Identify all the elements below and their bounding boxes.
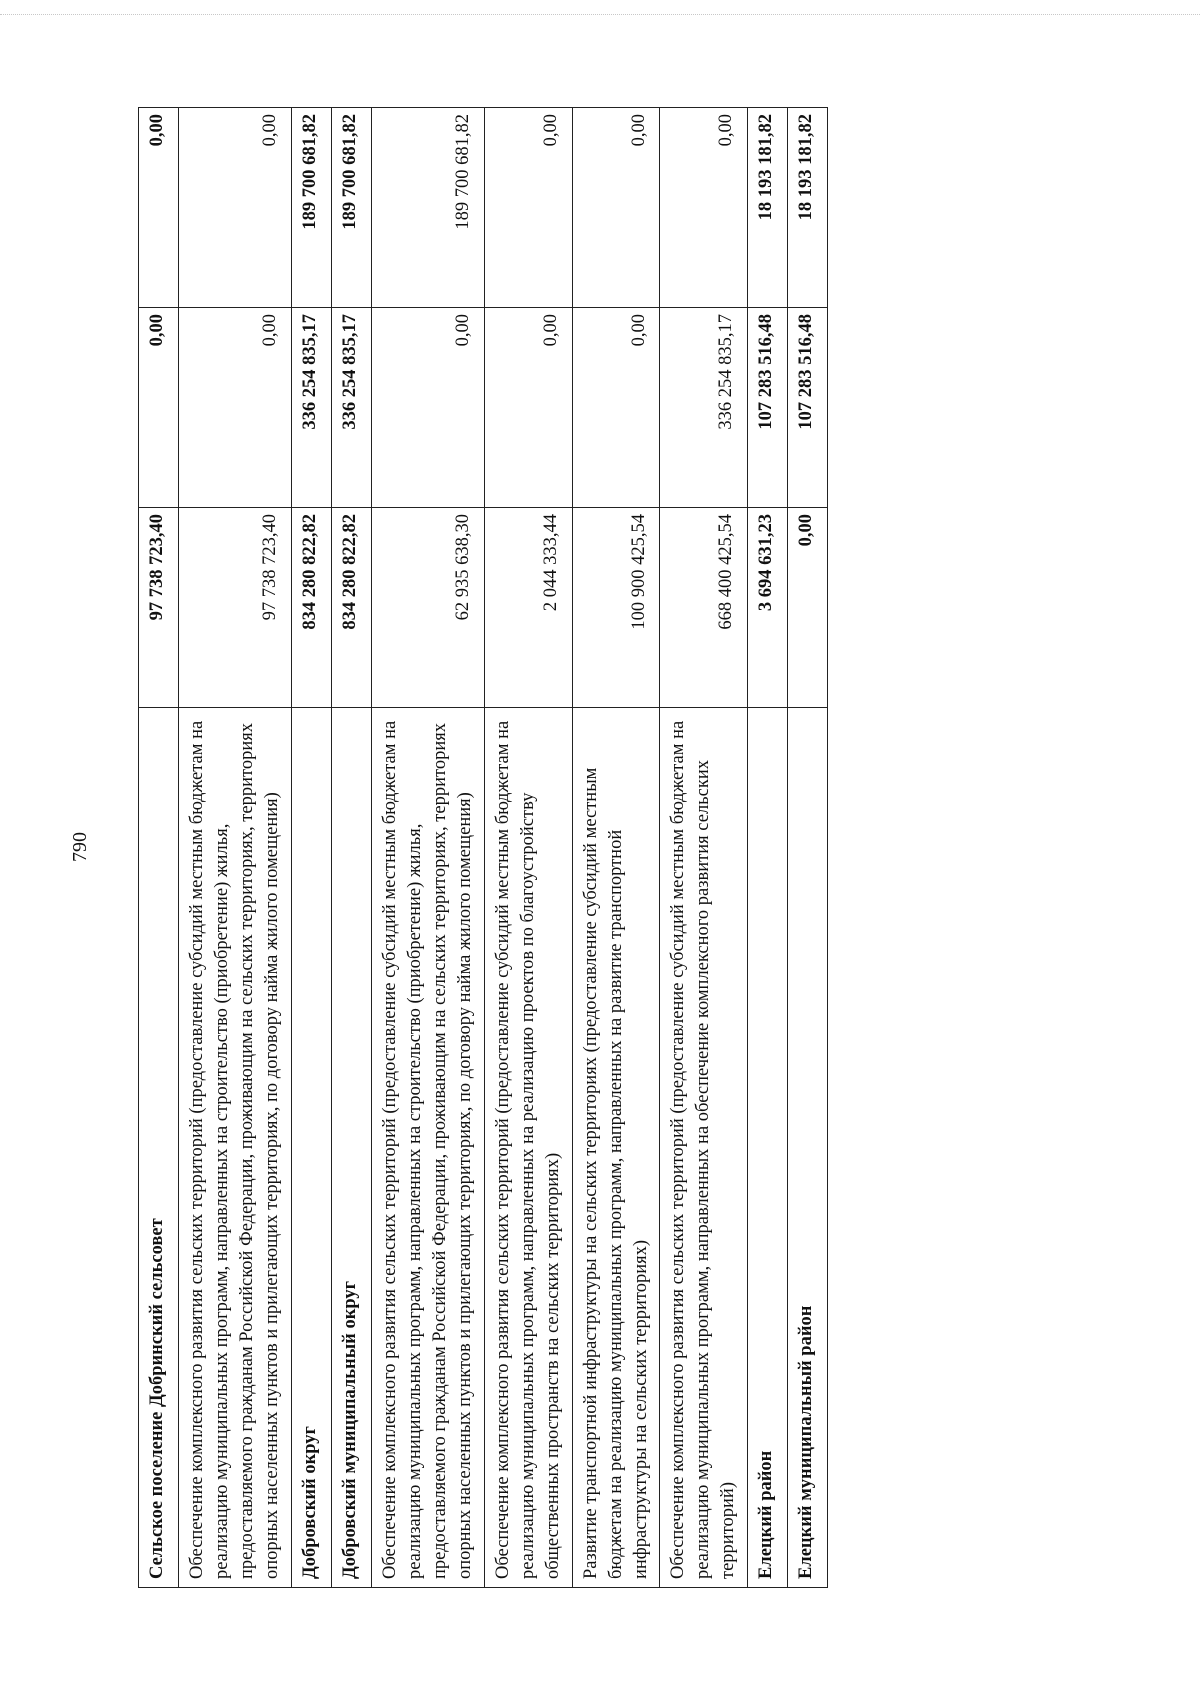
- row-value-1: 834 280 822,82: [291, 508, 331, 708]
- row-value-2: 336 254 835,17: [291, 308, 331, 508]
- row-label: Обеспечение комплексного развития сельских территорий (предоставление субсидий местным бюджетам на реализацию муниципальных программ, направленных на строительство (приобретение) жилья, предоставляемого гражданам Российской Федерации, проживающим на сельских территориях, территориях опорных населенных пунктов и прилегающих территориях, по договору найма жилого помещения): [178, 708, 291, 1588]
- row-value-2: 336 254 835,17: [331, 308, 371, 508]
- row-value-2: 0,00: [178, 308, 291, 508]
- row-value-3: 18 193 181,82: [748, 108, 788, 308]
- row-value-3: 0,00: [660, 108, 748, 308]
- row-value-1: 0,00: [788, 508, 828, 708]
- row-label: Добровский округ: [291, 708, 331, 1588]
- row-label: Добровский муниципальный округ: [331, 708, 371, 1588]
- row-value-3: 189 700 681,82: [371, 108, 484, 308]
- row-value-2: 0,00: [371, 308, 484, 508]
- table-row: [139, 108, 179, 1588]
- row-value-3: 0,00: [139, 108, 179, 308]
- top-scan-border: [0, 14, 1200, 15]
- row-value-3: 189 700 681,82: [291, 108, 331, 308]
- table-row: [484, 108, 572, 1588]
- row-value-1: 97 738 723,40: [139, 508, 179, 708]
- row-value-2: 336 254 835,17: [660, 308, 748, 508]
- table-row: [788, 108, 828, 1588]
- row-label: Обеспечение комплексного развития сельских территорий (предоставление субсидий местным бюджетам на реализацию муниципальных программ, направленных на реализацию проектов по благоустройству общественных пространств на сельских территориях): [484, 708, 572, 1588]
- table-row: [572, 108, 660, 1588]
- row-value-3: 0,00: [572, 108, 660, 308]
- row-value-3: 18 193 181,82: [788, 108, 828, 308]
- row-value-2: 0,00: [139, 308, 179, 508]
- row-value-1: 834 280 822,82: [331, 508, 371, 708]
- budget-table: [138, 107, 828, 1588]
- row-value-1: 668 400 425,54: [660, 508, 748, 708]
- table-row: [331, 108, 371, 1588]
- row-value-3: 0,00: [484, 108, 572, 308]
- row-label: Елецкий район: [748, 708, 788, 1588]
- table-row: [748, 108, 788, 1588]
- row-value-2: 107 283 516,48: [748, 308, 788, 508]
- table-row: [178, 108, 291, 1588]
- table-row: [291, 108, 331, 1588]
- row-value-2: 0,00: [572, 308, 660, 508]
- row-value-3: 189 700 681,82: [331, 108, 371, 308]
- row-value-1: 97 738 723,40: [178, 508, 291, 708]
- budget-table-container: [138, 108, 988, 1588]
- row-value-1: 3 694 631,23: [748, 508, 788, 708]
- row-label: Елецкий муниципальный район: [788, 708, 828, 1588]
- row-label: Сельское поселение Добринский сельсовет: [139, 708, 179, 1588]
- table-row: [371, 108, 484, 1588]
- row-value-3: 0,00: [178, 108, 291, 308]
- row-label: Развитие транспортной инфраструктуры на сельских территориях (предоставление субсидий местным бюджетам на реализацию муниципальных программ, направленных на развитие транспортной инфраструктуры на сельских территориях): [572, 708, 660, 1588]
- row-value-1: 62 935 638,30: [371, 508, 484, 708]
- row-value-2: 0,00: [484, 308, 572, 508]
- row-value-2: 107 283 516,48: [788, 308, 828, 508]
- row-label: Обеспечение комплексного развития сельских территорий (предоставление субсидий местным бюджетам на реализацию муниципальных программ, направленных на обеспечение комплексного развития сельских территорий): [660, 708, 748, 1588]
- row-value-1: 100 900 425,54: [572, 508, 660, 708]
- row-value-1: 2 044 333,44: [484, 508, 572, 708]
- table-row: [660, 108, 748, 1588]
- page-number: 790: [69, 832, 91, 862]
- row-label: Обеспечение комплексного развития сельских территорий (предоставление субсидий местным бюджетам на реализацию муниципальных программ, направленных на строительство (приобретение) жилья, предоставляемого гражданам Российской Федерации, проживающим на сельских территориях, территориях опорных населенных пунктов и прилегающих территориях, по договору найма жилого помещения): [371, 708, 484, 1588]
